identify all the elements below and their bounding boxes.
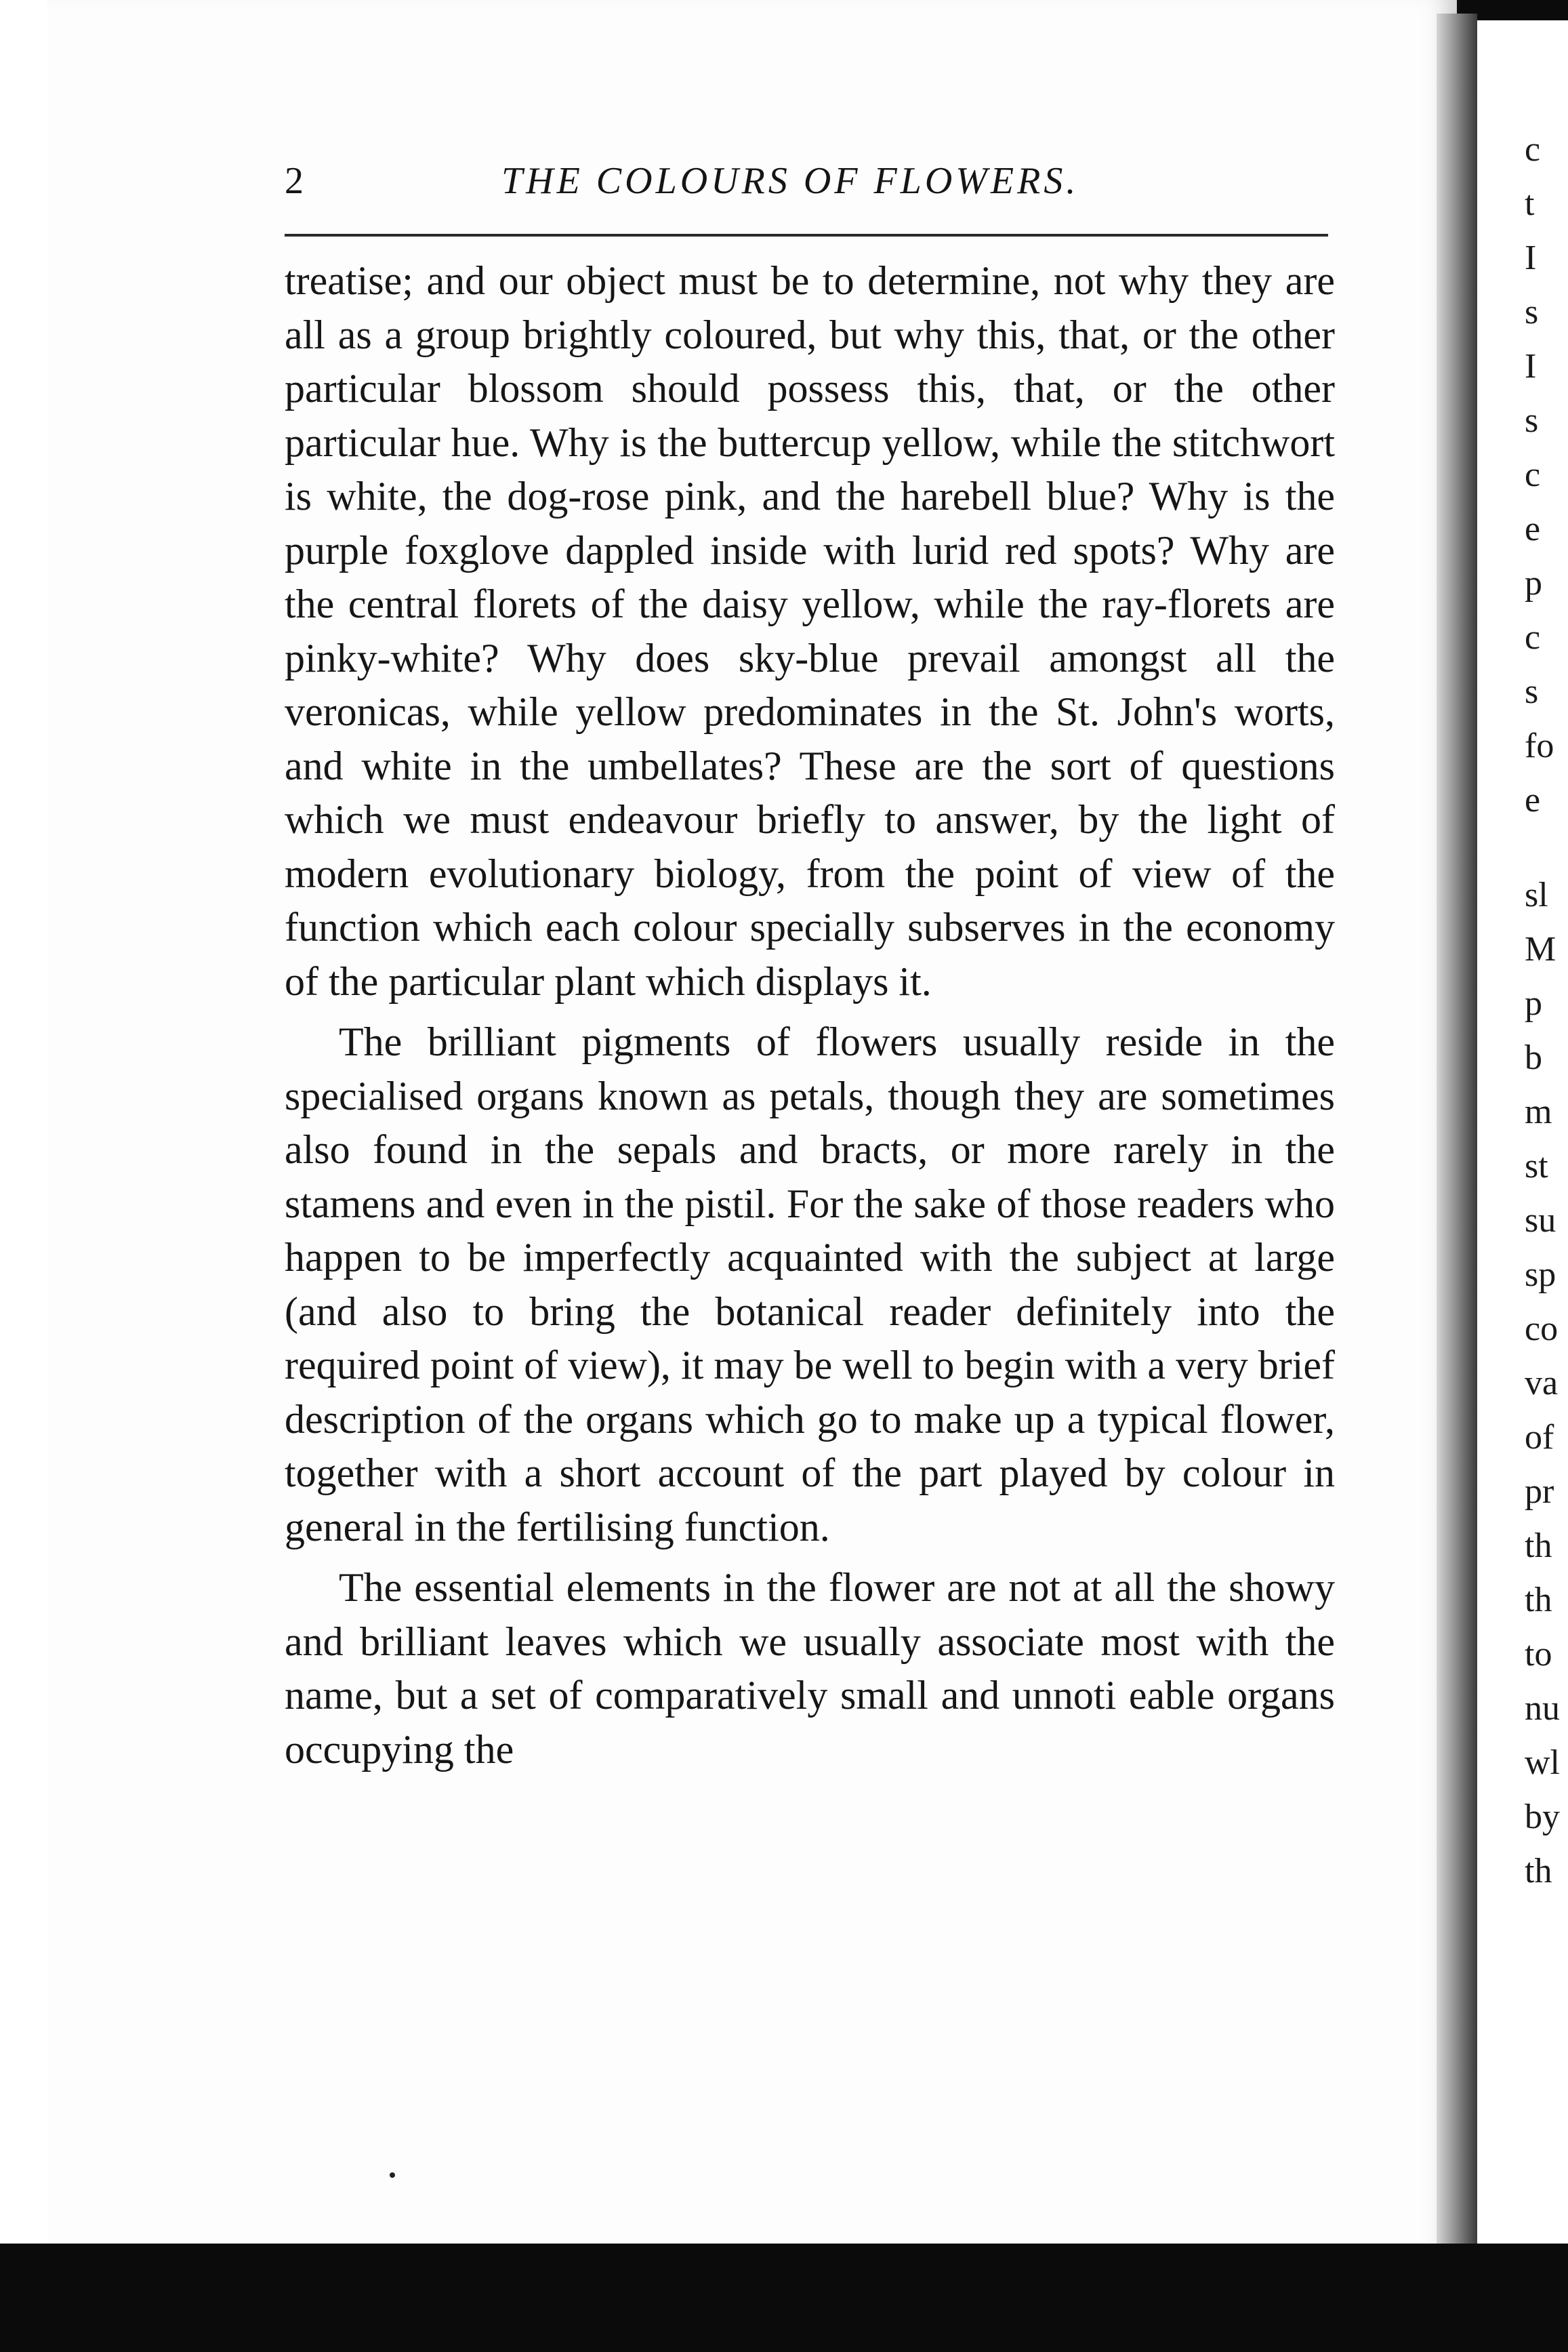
fragment-text: p xyxy=(1525,984,1542,1023)
fragment-text: c xyxy=(1525,455,1541,494)
print-speck xyxy=(390,2172,395,2178)
fragment-text: to xyxy=(1525,1635,1552,1674)
body-text xyxy=(285,254,1335,1783)
fragment-text: I xyxy=(1525,347,1537,386)
page-number: 2 xyxy=(285,160,304,202)
fragment-text: I xyxy=(1525,239,1537,277)
adjacent-page-fragment xyxy=(1477,20,1568,2244)
fragment-text: va xyxy=(1525,1364,1559,1402)
fragment-text: co xyxy=(1525,1310,1559,1348)
fragment-text: wl xyxy=(1525,1743,1560,1782)
fragment-text: nu xyxy=(1525,1689,1560,1728)
fragment-text: st xyxy=(1525,1147,1548,1185)
fragment-text: sl xyxy=(1525,876,1548,914)
page-header xyxy=(285,159,1328,214)
fragment-text: e xyxy=(1525,510,1541,548)
paragraph: treatise; and our object must be to determine, not why they are all as a group brightly coloured, but why this, that, or the other particular blossom should possess this, that, or the other particular hue. Why is the buttercup yellow, while the stitchwort is white, the dog-rose pink, and the harebell blue? Why is the purple foxglove dappled inside with lurid red spots? Why are the central florets of the daisy yellow, while the ray-florets are pinky-white? Why does sky-blue prevail amongst all the veronicas, while yellow predominates in the St. John's worts, and white in the umbellates? These are the sort of questions which we must endeavour briefly to answer, by the light of modern evolutionary biology, from the point of view of the function which each colour specially subserves in the economy of the particular plant which displays it. xyxy=(285,258,1335,1004)
fragment-text: e xyxy=(1525,781,1541,819)
fragment-text: m xyxy=(1525,1093,1552,1131)
fragment-text: p xyxy=(1525,564,1542,603)
fragment-text: b xyxy=(1525,1038,1542,1077)
scan-border-bottom xyxy=(0,2244,1568,2352)
page-gutter-shadow xyxy=(1437,14,1477,2244)
fragment-text: by xyxy=(1525,1798,1560,1836)
fragment-text: th xyxy=(1525,1581,1552,1619)
fragment-text: th xyxy=(1525,1852,1552,1890)
header-rule xyxy=(285,234,1328,237)
fragment-text: s xyxy=(1525,293,1539,331)
paragraph: The brilliant pigments of flowers usually reside in the specialised organs known as petals, though they are sometimes also found in the sepals and bracts, or more rarely in the stamens and even in the pistil. For the sake of those readers who happen to be imperfectly acquainted with the subject at large (and also to bring the botanical reader definitely into the required point of view), it may be well to begin with a very brief description of the organs which go to make up a typical flower, together with a short account of the part played by colour in general in the fertilising function. xyxy=(285,1019,1335,1549)
fragment-text: sp xyxy=(1525,1255,1556,1294)
fragment-text: s xyxy=(1525,401,1539,440)
fragment-text: M xyxy=(1525,930,1556,969)
fragment-text: c xyxy=(1525,130,1541,169)
paragraph: The essential elements in the flower are not at all the showy and brilliant leaves which we usually associate most with the name, but a set of comparatively small and unnoti eable organs occupying the xyxy=(285,1565,1335,1772)
fragment-text: s xyxy=(1525,672,1539,711)
running-head: THE COLOURS OF FLOWERS. xyxy=(501,160,1079,202)
fragment-text: su xyxy=(1525,1201,1556,1240)
fragment-text: of xyxy=(1525,1418,1554,1457)
fragment-text: c xyxy=(1525,618,1541,657)
fragment-text: fo xyxy=(1525,727,1554,765)
fragment-text: pr xyxy=(1525,1472,1554,1511)
fragment-text: th xyxy=(1525,1526,1552,1565)
fragment-text: t xyxy=(1525,184,1535,223)
